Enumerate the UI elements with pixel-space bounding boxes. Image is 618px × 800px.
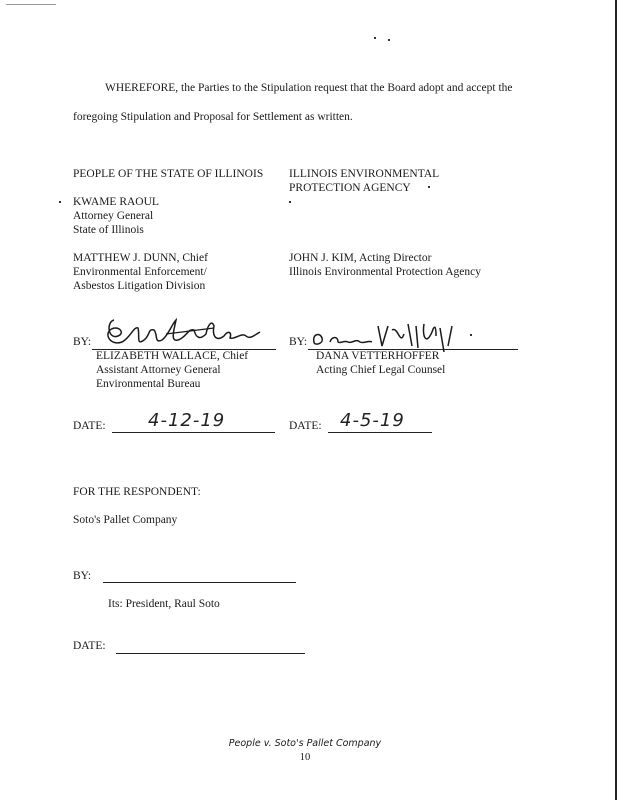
- scan-mark: [6, 4, 56, 5]
- left-by-label: BY:: [73, 336, 92, 348]
- iepa-party-heading-1: ILLINOIS ENVIRONMENTAL: [289, 168, 440, 180]
- left-signer-name: ELIZABETH WALLACE, Chief: [96, 350, 249, 362]
- left-signer-title-1: Assistant Attorney General: [96, 364, 221, 376]
- ag-name: KWAME RAOUL: [73, 196, 159, 208]
- director-name: JOHN J. KIM, Acting Director: [289, 252, 432, 264]
- chief-division-1: Environmental Enforcement/: [73, 266, 207, 278]
- page-number: 10: [299, 752, 311, 763]
- scan-speck: [428, 186, 430, 188]
- scan-speck: [388, 39, 390, 41]
- people-party-heading: PEOPLE OF THE STATE OF ILLINOIS: [73, 168, 264, 180]
- respondent-by-label: BY:: [73, 570, 92, 582]
- right-date-value: 4-5-19: [340, 410, 405, 431]
- right-signer-name: DANA VETTERHOFFER: [316, 350, 440, 362]
- iepa-party-heading-2: PROTECTION AGENCY: [289, 182, 411, 194]
- right-by-label: BY:: [289, 336, 308, 348]
- respondent-its-line: Its: President, Raul Soto: [108, 598, 220, 610]
- right-date-label: DATE:: [289, 420, 322, 432]
- scan-speck: [374, 37, 376, 39]
- page-edge: [615, 0, 617, 800]
- left-signature-image: [96, 306, 266, 354]
- footer-caption: People v. Soto's Pallet Company: [228, 738, 382, 749]
- left-date-value: 4-12-19: [148, 410, 226, 431]
- respondent-company: Soto's Pallet Company: [73, 514, 178, 526]
- ag-state: State of Illinois: [73, 224, 144, 236]
- wherefore-line-1: WHEREFORE, the Parties to the Stipulation request that the Board adopt and accept the: [105, 82, 513, 94]
- respondent-date-label: DATE:: [73, 640, 106, 652]
- ag-title: Attorney General: [73, 210, 154, 222]
- left-date-label: DATE:: [73, 420, 106, 432]
- respondent-date-line[interactable]: [116, 640, 305, 654]
- scan-speck: [59, 201, 61, 203]
- director-agency: Illinois Environmental Protection Agency: [289, 266, 481, 278]
- chief-name: MATTHEW J. DUNN, Chief: [73, 252, 208, 264]
- respondent-heading: FOR THE RESPONDENT:: [73, 486, 201, 498]
- chief-division-2: Asbestos Litigation Division: [73, 280, 206, 292]
- right-signer-title: Acting Chief Legal Counsel: [316, 364, 446, 376]
- scan-speck: [289, 201, 291, 203]
- left-signer-title-2: Environmental Bureau: [96, 378, 201, 390]
- wherefore-line-2: foregoing Stipulation and Proposal for Settlement as written.: [73, 111, 353, 123]
- respondent-signature-line[interactable]: [103, 568, 296, 583]
